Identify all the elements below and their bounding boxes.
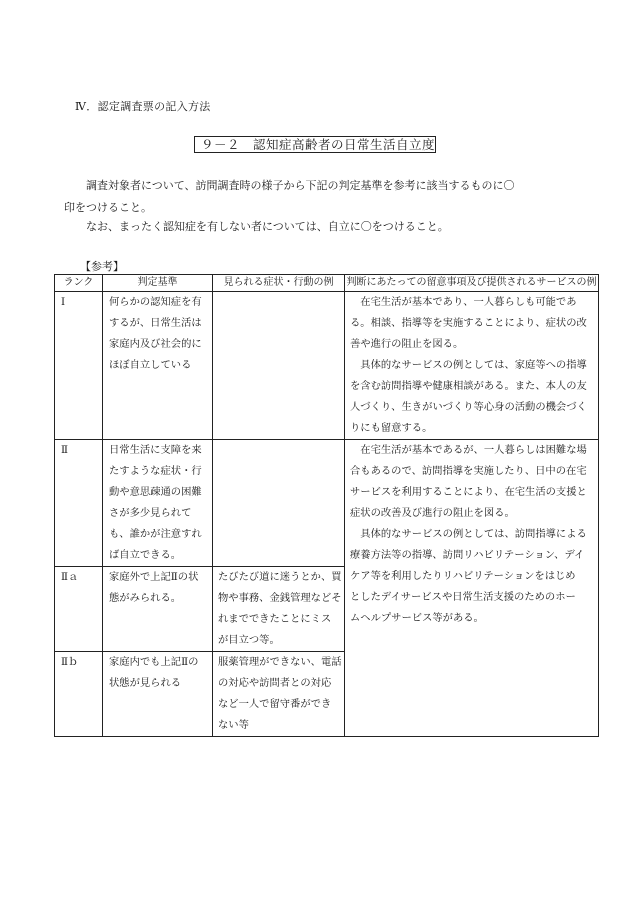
rank-cell: Ⅱａ bbox=[55, 567, 103, 652]
criteria-line: も、誰かが注意すれ bbox=[109, 528, 202, 540]
symptom-cell bbox=[213, 440, 345, 567]
note-line: りにも留意する。 bbox=[350, 422, 433, 434]
reference-label: 【参考】 bbox=[80, 260, 124, 273]
note-line: 善や進行の阻止を図る。 bbox=[350, 338, 464, 350]
note-line: ムヘルプサービス等がある。 bbox=[350, 612, 484, 624]
table-row-rank-1 bbox=[55, 292, 599, 440]
header-rank: ランク bbox=[55, 275, 103, 292]
symptom-line: 物や事務、金銭管理などそ bbox=[218, 592, 342, 604]
note-line: ケア等を利用したりリハビリテーションをはじめ bbox=[350, 570, 576, 582]
intro-paragraph-2 bbox=[64, 216, 564, 238]
criteria-line: 家庭内でも上記Ⅱの bbox=[109, 656, 199, 668]
intro-line: なお、まったく認知症を有しない者については、自立に〇をつけること。 bbox=[86, 220, 449, 233]
criteria-line: ば自立できる。 bbox=[109, 549, 182, 561]
header-notes: 判断にあたっての留意事項及び提供されるサービスの例 bbox=[345, 275, 599, 292]
note-line: を含む訪問指導や健康相談がある。また、本人の友 bbox=[350, 380, 587, 392]
note-line: としたデイサービスや日常生活支援のためのホー bbox=[350, 591, 576, 603]
symptom-line: ない等 bbox=[218, 719, 249, 731]
criteria-line: 家庭外で上記Ⅱの状 bbox=[109, 571, 199, 583]
criteria-line: 何らかの認知症を有 bbox=[109, 296, 202, 308]
criteria-line: 家庭内及び社会的に bbox=[109, 338, 202, 350]
criteria-line: 日常生活に支障を来 bbox=[109, 444, 202, 456]
intro-paragraph-1 bbox=[64, 175, 564, 219]
intro-line: 調査対象者について、訪問調査時の様子から下記の判定基準を参考に該当するものに〇 bbox=[86, 179, 515, 192]
page-title: ９－２ 認知症高齢者の日常生活自立度 bbox=[194, 136, 436, 153]
section-heading: Ⅳ．認定調査票の記入方法 bbox=[75, 100, 211, 113]
intro-line: 印をつけること。 bbox=[64, 201, 152, 214]
symptom-line: 服薬管理ができない、電話 bbox=[218, 656, 342, 668]
header-criteria: 判定基準 bbox=[103, 275, 213, 292]
criteria-cell bbox=[103, 652, 213, 737]
note-line: 人づくり、生きがいづくり等心身の活動の機会づく bbox=[350, 401, 587, 413]
note-line: 療養方法等の指導、訪問リハビリテーション、デイ bbox=[350, 549, 585, 561]
criteria-line: 態がみられる。 bbox=[109, 592, 182, 604]
criteria-cell bbox=[103, 567, 213, 652]
note-line: 合もあるので、訪問指導を実施したり、日中の在宅 bbox=[350, 465, 587, 477]
table-row-rank-2 bbox=[55, 440, 599, 567]
table-header-row bbox=[55, 275, 599, 292]
header-symptoms: 見られる症状・行動の例 bbox=[213, 275, 345, 292]
criteria-line: さが多少見られて bbox=[109, 507, 192, 519]
note-line: 症状の改善及び進行の阻止を図る。 bbox=[350, 507, 515, 519]
rank-cell: Ⅱｂ bbox=[55, 652, 103, 737]
criteria-line: たすような症状・行 bbox=[109, 465, 202, 477]
rank-cell: Ⅰ bbox=[55, 292, 103, 440]
note-line: 具体的なサービスの例としては、家庭等への指導 bbox=[350, 359, 587, 371]
note-cell bbox=[345, 292, 599, 440]
note-line: 在宅生活が基本であるが、一人暮らしは困難な場 bbox=[350, 444, 587, 456]
symptom-line: など一人で留守番ができ bbox=[218, 698, 332, 710]
note-cell bbox=[345, 440, 599, 737]
symptom-line: れまでできたことにミス bbox=[218, 613, 332, 625]
note-line: る。相談、指導等を実施することにより、症状の改 bbox=[350, 317, 587, 329]
symptom-line: たびたび道に迷うとか、買 bbox=[218, 571, 342, 583]
symptom-cell bbox=[213, 292, 345, 440]
criteria-line: 動や意思疎通の困難 bbox=[109, 486, 202, 498]
dementia-rank-table bbox=[54, 274, 599, 737]
symptom-cell bbox=[213, 652, 345, 737]
criteria-line: 状態が見られる bbox=[109, 677, 182, 689]
rank-cell: Ⅱ bbox=[55, 440, 103, 567]
criteria-line: するが、日常生活は bbox=[109, 317, 202, 329]
symptom-cell bbox=[213, 567, 345, 652]
note-line: 具体的なサービスの例としては、訪問指導による bbox=[350, 528, 587, 540]
criteria-cell bbox=[103, 292, 213, 440]
note-line: 在宅生活が基本であり、一人暮らしも可能であ bbox=[350, 296, 577, 308]
symptom-line: が目立つ等。 bbox=[218, 634, 280, 646]
note-line: サービスを利用することにより、在宅生活の支援と bbox=[350, 486, 587, 498]
criteria-line: ほぼ自立している bbox=[109, 359, 192, 371]
criteria-cell bbox=[103, 440, 213, 567]
symptom-line: の対応や訪問者との対応 bbox=[218, 677, 332, 689]
